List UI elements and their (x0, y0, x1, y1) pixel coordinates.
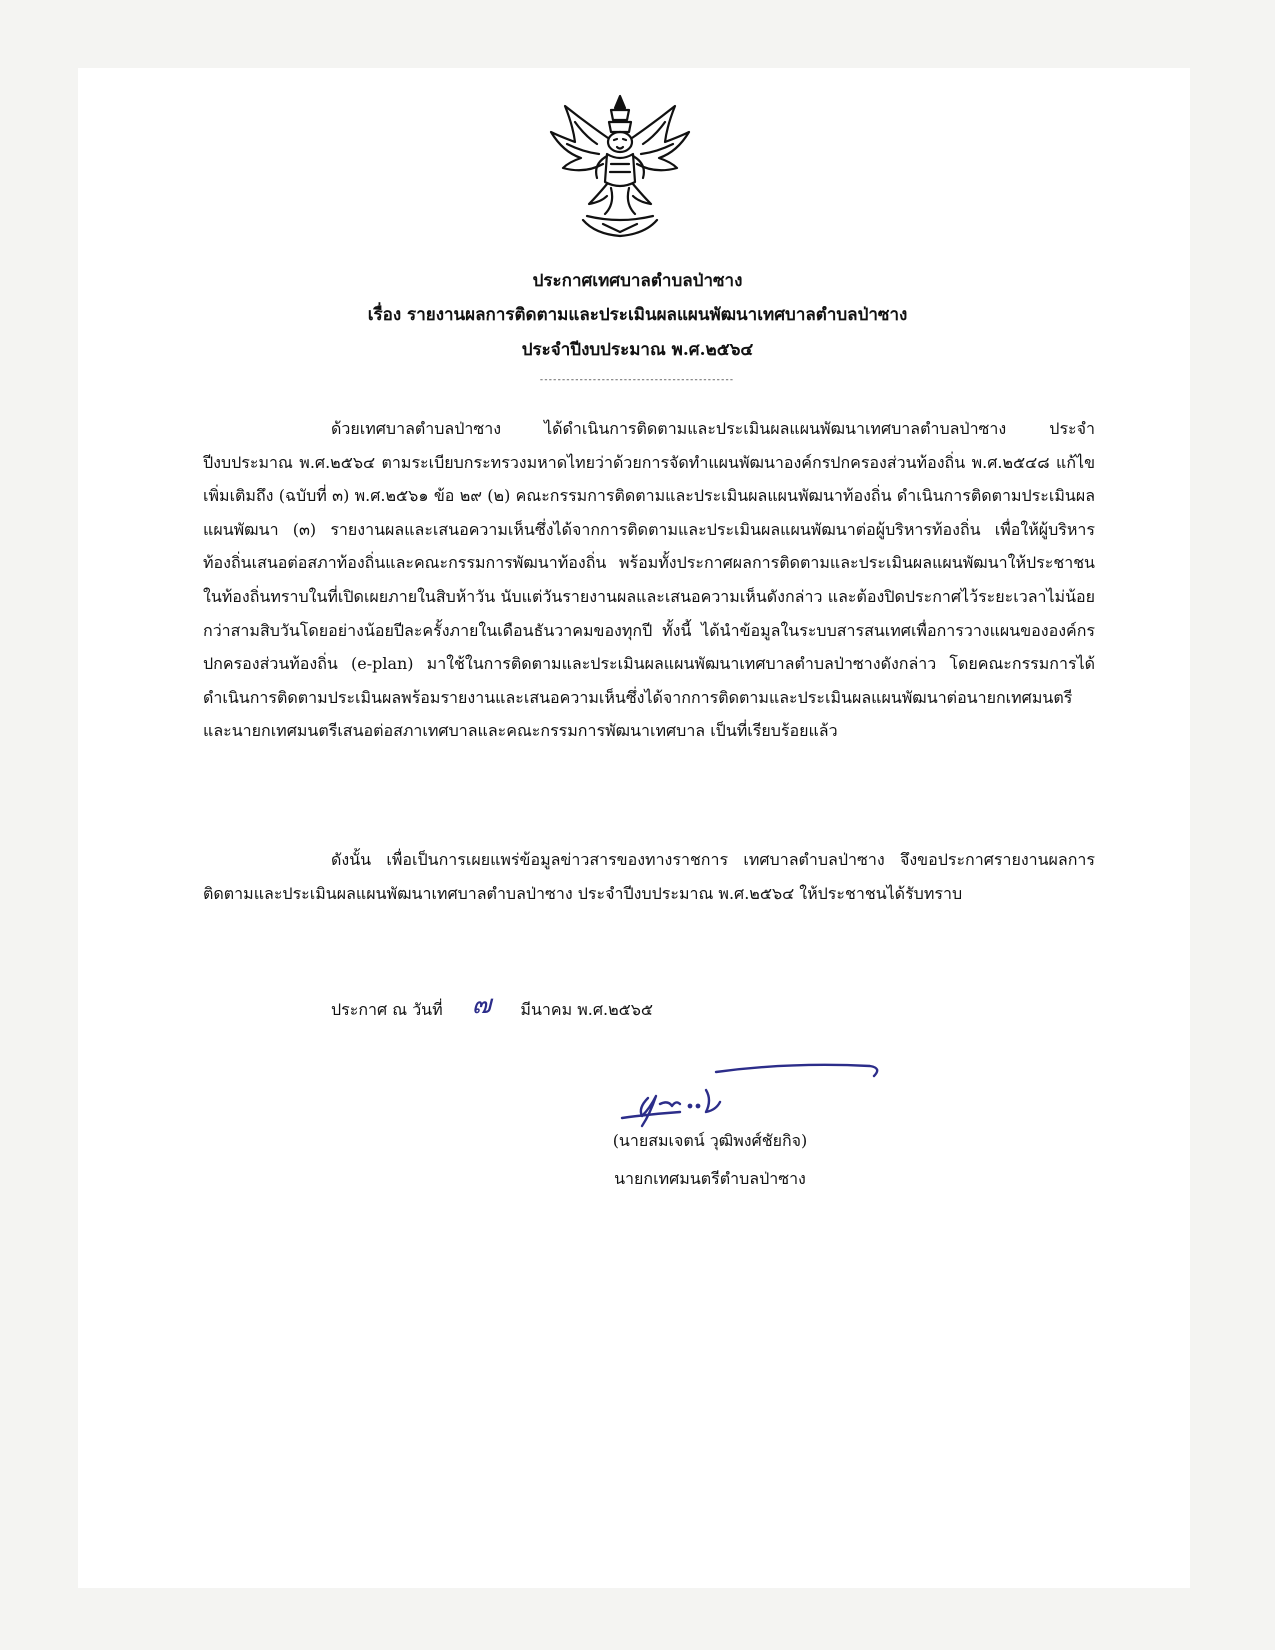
announcement-fiscal-year: ประจำปีงบประมาณ พ.ศ.๒๕๖๔ (521, 340, 754, 360)
announcement-title: ประกาศเทศบาลตำบลป่าซาง (532, 271, 743, 291)
announcement-subject: เรื่อง รายงานผลการติดตามและประเมินผลแผนพัฒนาเทศบาลตำบลป่าซาง (367, 305, 908, 325)
title-divider: -------------------------------------------- (538, 375, 734, 385)
dateline-month-year: มีนาคม พ.ศ.๒๕๖๕ (520, 1000, 654, 1019)
announcement-dateline (331, 990, 653, 1027)
signer-name: (นายสมเจตน์ วุฒิพงศ์ชัยกิจ) (612, 1131, 808, 1150)
dateline-prefix: ประกาศ ณ วันที่ (331, 1000, 443, 1019)
body-paragraph-2: ดังนั้น เพื่อเป็นการเผยแพร่ข้อมูลข่าวสารของทางราชการ เทศบาลตำบลป่าซาง จึงขอประกาศรายงานผลการติดตามและประเมินผลแผนพัฒนาเทศบาลตำบลป่าซาง ประจำปีงบประมาณ พ.ศ.๒๕๖๔ ให้ประชาชนได้รับทราบ (203, 850, 1095, 903)
dateline-day-handwritten: ๗ (471, 990, 492, 1020)
garuda-emblem-icon (545, 92, 695, 242)
signer-title: นายกเทศมนตรีตำบลป่าซาง (614, 1169, 806, 1188)
body-paragraph-1: ด้วยเทศบาลตำบลป่าซาง ได้ดำเนินการติดตามและประเมินผลแผนพัฒนาเทศบาลตำบลป่าซาง ประจำปีงบประมาณ พ.ศ.๒๕๖๔ ตามระเบียบกระทรวงมหาดไทยว่าด้วยการจัดทำแผนพัฒนาองค์กรปกครองส่วนท้องถิ่น พ.ศ.๒๕๔๘ แก้ไขเพิ่มเติมถึง (ฉบับที่ ๓) พ.ศ.๒๕๖๑ ข้อ ๒๙ (๒) คณะกรรมการติดตามและประเมินผลแผนพัฒนาท้องถิ่น ดำเนินการติดตามประเมินผลแผนพัฒนา (๓) รายงานผลและเสนอความเห็นซึ่งได้จากการติดตามและประเมินผลแผนพัฒนาต่อผู้บริหารท้องถิ่น เพื่อให้ผู้บริหารท้องถิ่นเสนอต่อสภาท้องถิ่นและคณะกรรมการพัฒนาท้องถิ่น พร้อมทั้งประกาศผลการติดตามและประเมินผลแผนพัฒนาให้ประชาชนในท้องถิ่นทราบในที่เปิดเผยภายในสิบห้าวัน นับแต่วันรายงานผลและเสนอความเห็นดังกล่าว และต้องปิดประกาศไว้ระยะเวลาไม่น้อยกว่าสามสิบวันโดยอย่างน้อยปีละครั้งภายในเดือนธันวาคมของทุกปี ทั้งนี้ ได้นำข้อมูลในระบบสารสนเทศเพื่อการวางแผนขององค์กรปกครองส่วนท้องถิ่น (e-plan) มาใช้ในการติดตามและประเมินผลแผนพัฒนาเทศบาลตำบลป่าซางดังกล่าว โดยคณะกรรมการได้ดำเนินการติดตามประเมินผลพร้อมรายงานและเสนอความเห็นซึ่งได้จากการติดตามและประเมินผลแผนพัฒนาต่อนายกเทศมนตรี และนายกเทศมนตรีเสนอต่อสภาเทศบาลและคณะกรรมการพัฒนาเทศบาล เป็นที่เรียบร้อยแล้ว (203, 419, 1095, 741)
